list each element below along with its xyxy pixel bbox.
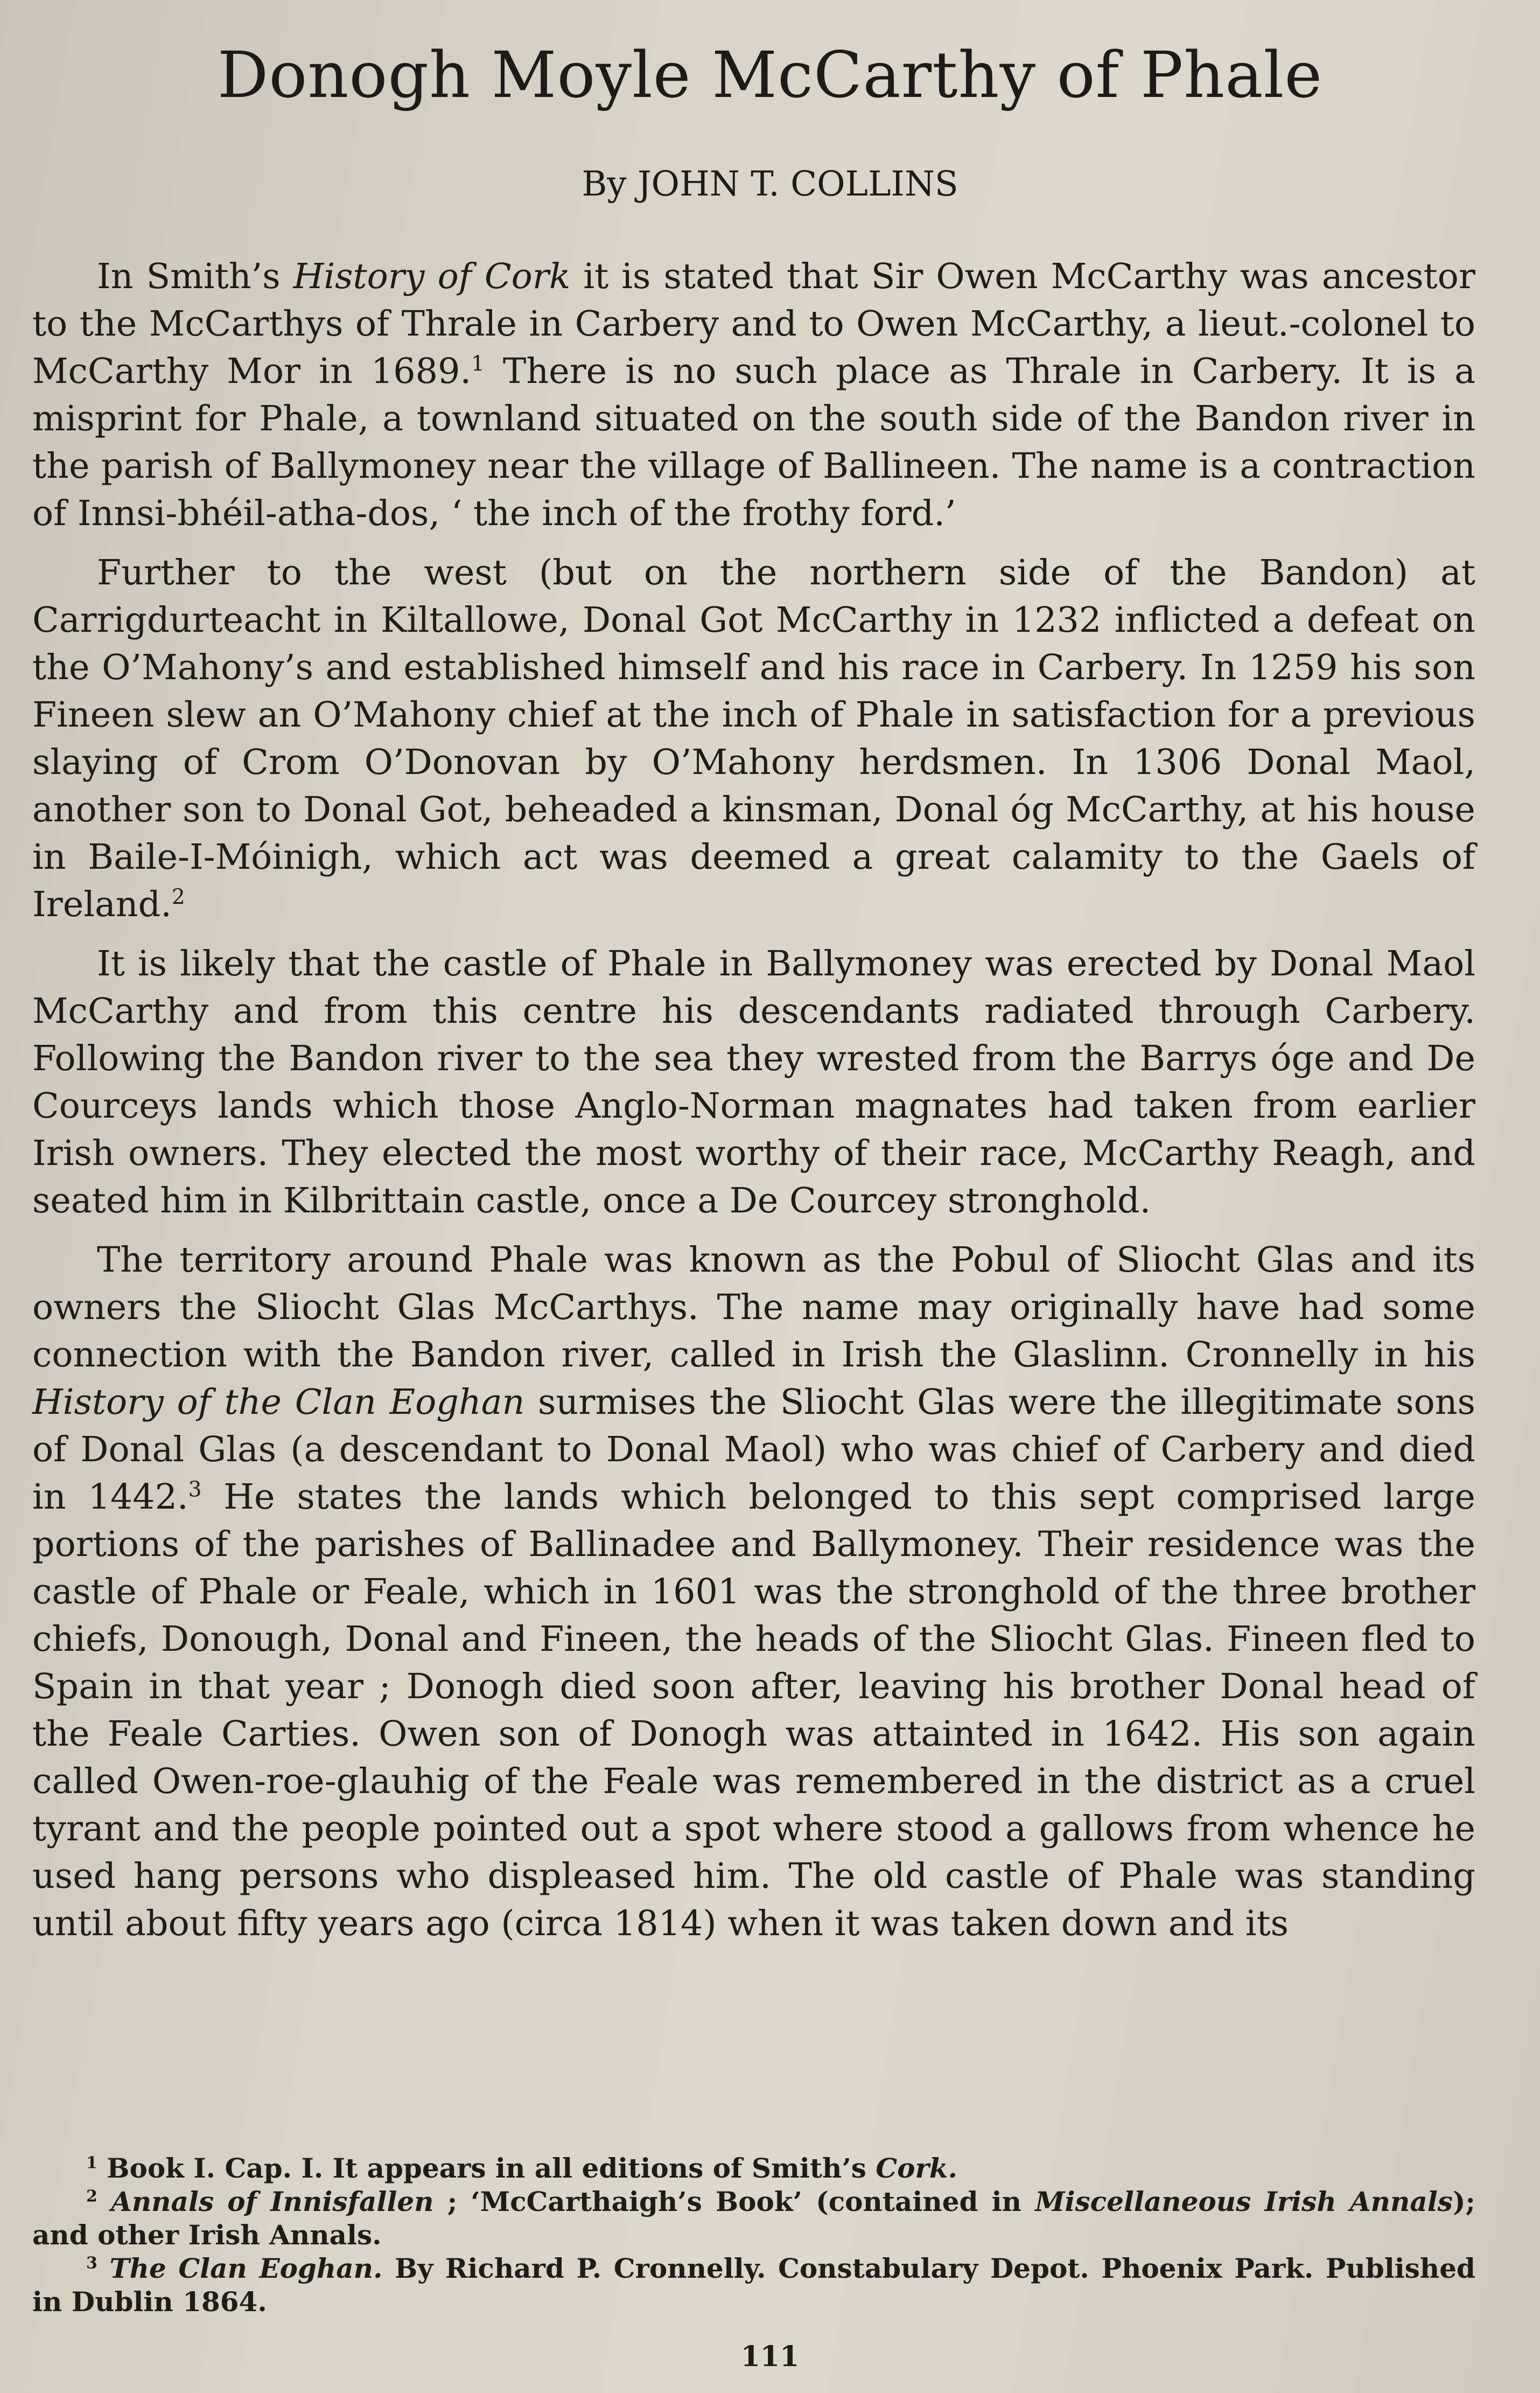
footnote-ref: 3 [86,2254,97,2273]
text-run: ; ‘McCarthaigh’s Book’ (contained in [433,2186,1035,2217]
paragraph [32,253,1475,538]
footnote-ref: 2 [171,885,185,910]
text-run: In Smith’s [97,256,293,297]
footnote [32,2152,1475,2185]
paragraph [32,940,1475,1225]
italic-text: Cork. [876,2152,957,2184]
text-run: Further to the west (but on the northern side of the Bandon) at Carrigdurteacht in Kiltallowe, Donal Got McCarthy in 1232 inflicted a defeat on the O’Mahony’s and established himself and his race in Carbery. In 1259 his son Fineen slew an O’Mahony chief at the inch of Phale in satisfaction for a previous slaying of Crom O’Donovan by O’Mahony herdsmen. In 1306 Donal Maol, another son to Donal Got, beheaded a kinsman, Donal óg McCarthy, at his house in Baile-I-Móinigh, which act was deemed a great calamity to the Gaels of Ireland. [32,553,1475,925]
text-run [97,2252,110,2284]
page-number: 111 [740,2340,800,2373]
italic-text: Annals of Innisfallen [111,2186,434,2217]
footnote-ref: 2 [86,2187,97,2206]
italic-text: Miscellaneous Irish Annals [1035,2186,1453,2217]
text-run: It is likely that the castle of Phale in Ballymoney was erected by Donal Maol McCarthy and from this centre his descendants radiated through Carbery. Following the Bandon river to the sea they wrested from the Barrys óge and De Courceys lands which those Anglo-Norman magnates had taken from earlier Irish owners. They elected the most worthy of their race, McCarthy Reagh, and seated him in Kilbrittain castle, once a De Courcey stronghold. [32,944,1475,1221]
footnotes [32,2152,1475,2319]
text-run: There is no such place as Thrale in Carbery. It is a misprint for Phale, a townland situated on the south side of the Bandon river in the parish of Ballymoney near the village of Ballineen. The name is a contraction of Innsi-bhéil-atha-dos, ‘ the inch of the frothy ford.’ [32,351,1475,534]
footnote [32,2185,1475,2252]
author-byline: By JOHN T. COLLINS [582,164,958,204]
footnote-ref: 1 [86,2153,97,2173]
footnote-ref: 3 [188,1477,202,1502]
text-run: Book I. Cap. I. It appears in all editions of Smith’s [97,2152,876,2184]
text-run: surmises the Sliocht Glas were the illegitimate sons of Donal Glas (a descendant to Donal Maol) who was chief of Carbery and died in 1442. [32,1382,1475,1517]
text-run: By Richard P. Cronnelly. Constabulary Depot. Phoenix Park. Published in Dublin 1864. [32,2252,1475,2318]
paragraph [32,549,1475,929]
text-run: it is stated that Sir Owen McCarthy was ancestor to the McCarthys of Thrale in Carbery and to Owen McCarthy, a lieut.-colonel to McCarthy Mor in 1689. [32,256,1475,392]
footnote [32,2252,1475,2319]
article-body [32,253,1475,1959]
text-run: ); and other Irish Annals. [32,2186,1475,2251]
footnote-ref: 1 [471,352,485,376]
text-run: The territory around Phale was known as the Pobul of Sliocht Glas and its owners the Sliocht Glas McCarthys. The name may originally have had some connection with the Bandon river, called in Irish the Glaslinn. Cronnelly in his [32,1240,1475,1375]
italic-text: History of the Clan Eoghan [32,1382,525,1422]
text-run: He states the lands which belonged to this sept comprised large portions of the parishes of Ballinadee and Ballymoney. Their residence was the castle of Phale or Feale, which in 1601 was the stronghold of the three brother chiefs, Donough, Donal and Fineen, the heads of the Sliocht Glas. Fineen fled to Spain in that year ; Donogh died soon after, leaving his brother Donal head of the Feale Carties. Owen son of Donogh was attainted in 1642. His son again called Owen-roe-glauhig of the Feale was remembered in the district as a cruel tyrant and the people pointed out a spot where stood a gallows from whence he used hang persons who displeased him. The old castle of Phale was standing until about fifty years ago (circa 1814) when it was taken down and its [32,1477,1475,1944]
paragraph [32,1237,1475,1948]
text-run [97,2186,111,2217]
italic-text: The Clan Eoghan. [109,2252,383,2284]
italic-text: History of Cork [293,256,571,297]
page-title: Donogh Moyle McCarthy of Phale [217,38,1323,112]
